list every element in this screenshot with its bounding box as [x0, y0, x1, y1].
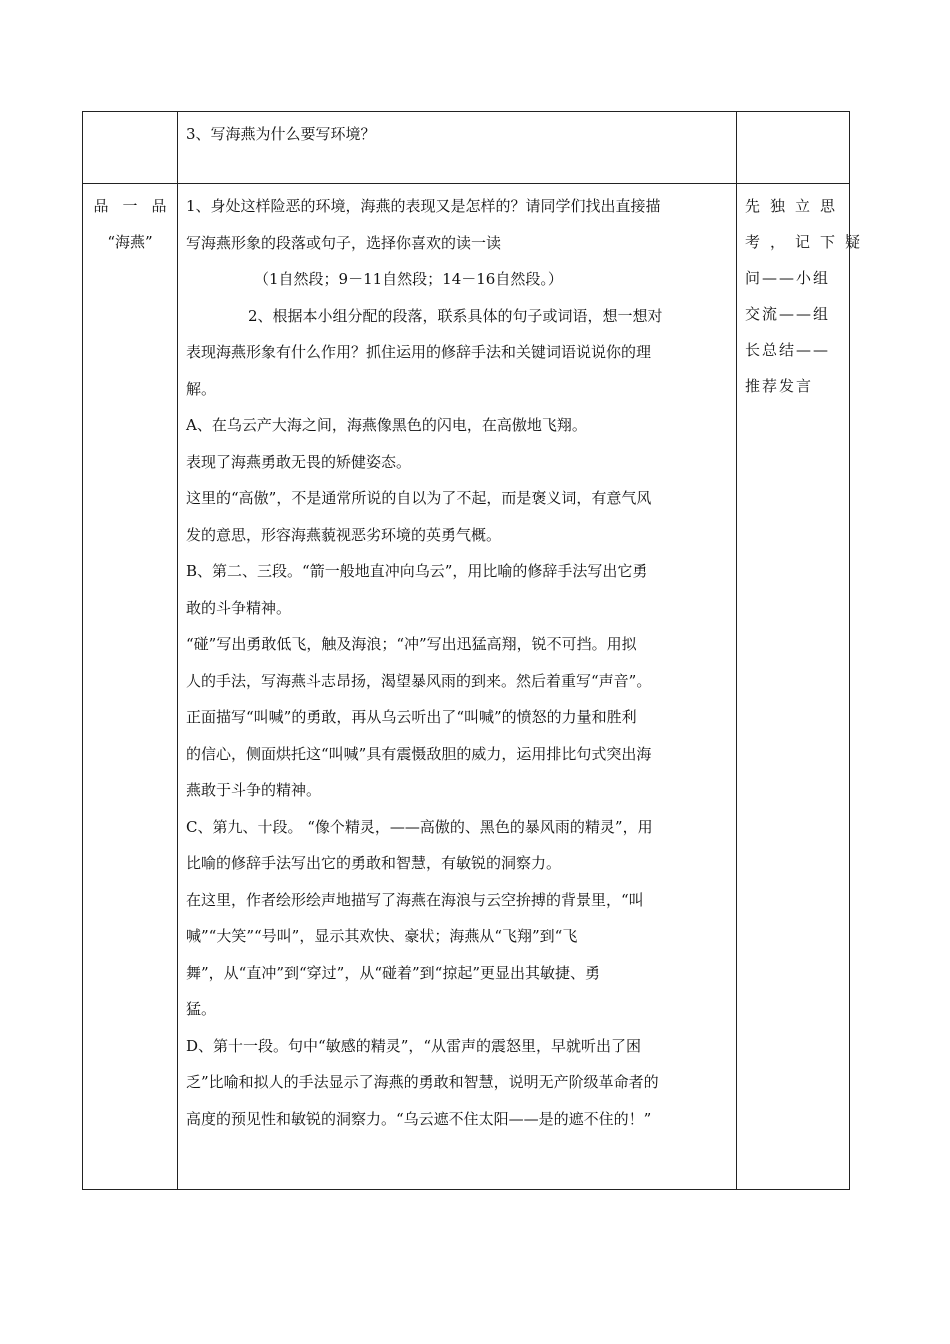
method-cell	[737, 184, 871, 1190]
stage-title: 品一品	[93, 197, 181, 215]
content-line: 的信心，侧面烘托这“叫喊”具有震慑敌胆的威力，运用排比句式突出海	[186, 744, 652, 763]
content-line: C、第九、十段。 “像个精灵，——高傲的、黑色的暴风雨的精灵”，用	[186, 817, 653, 836]
content-line: 燕敢于斗争的精神。	[186, 781, 322, 799]
method-line: 交流——组	[745, 305, 831, 323]
content-line: 喊”“大笑”“号叫”，显示其欢快、豪状；海燕从“飞翔”到“飞	[186, 927, 578, 945]
content-line: 人的手法，写海燕斗志昂扬，渴望暴风雨的到来。然后着重写“声音”。	[186, 671, 652, 690]
content-line: 猛。	[186, 1000, 217, 1018]
content-line: 解。	[186, 379, 217, 398]
content-line: 敢的斗争精神。	[186, 598, 292, 617]
content-line: 舞”，从“直冲”到“穿过”，从“碰着”到“掠起”更显出其敏捷、勇	[186, 963, 601, 982]
content-line: 高度的预见性和敏锐的洞察力。“乌云遮不住太阳——是的遮不住的！”	[186, 1109, 652, 1128]
content-line: 表现了海燕勇敢无畏的矫健姿态。	[186, 452, 412, 471]
stage-title	[83, 112, 177, 116]
method-line: 问——小组	[745, 269, 831, 287]
content-line: 3、写海燕为什么要写环境？	[186, 125, 376, 143]
content-line: D、第十一段。句中“敏感的精灵”，“从雷声的震怒里，早就听出了困	[186, 1036, 642, 1055]
content-line: 比喻的修辞手法写出它的勇敢和智慧，有敏锐的洞察力。	[186, 854, 562, 872]
method-line: 考，记下疑	[745, 233, 871, 251]
content-line: 乏”比喻和拟人的手法显示了海燕的勇敢和智慧，说明无产阶级革命者的	[186, 1073, 659, 1091]
content-line: 表现海燕形象有什么作用？抓住运用的修辞手法和关键词语说说你的理	[186, 343, 652, 361]
content-line: （1自然段；9－11自然段；14－16自然段。）	[254, 270, 563, 288]
content-line: 发的意思，形容海燕藐视恶劣环境的英勇气概。	[186, 525, 502, 544]
content-line: 1、身处这样险恶的环境，海燕的表现又是怎样的？请同学们找出直接描	[186, 197, 661, 215]
content-line: B、第二、三段。“箭一般地直冲向乌云”，用比喻的修辞手法写出它勇	[186, 562, 648, 580]
stage-title-cell	[83, 184, 181, 1190]
table-row	[83, 184, 850, 1190]
content-line: 正面描写“叫喊”的勇敢，再从乌云听出了“叫喊”的愤怒的力量和胜利	[186, 708, 637, 726]
method-line: 长总结——	[745, 341, 831, 359]
content-line: A、在乌云产大海之间，海燕像黑色的闪电，在高傲地飞翔。	[186, 416, 587, 434]
content-cell	[178, 112, 737, 184]
method-line: 先独立思	[745, 197, 846, 215]
content-line: 写海燕形象的段落或句子，选择你喜欢的读一读	[186, 233, 502, 252]
content-cell	[178, 184, 737, 1190]
method-line: 推荐发言	[745, 377, 814, 395]
content-line: “碰”写出勇敢低飞，触及海浪；“冲”写出迅猛高翔，锐不可挡。用拟	[186, 635, 637, 653]
lesson-plan-table	[82, 111, 871, 1190]
stage-title-cell	[83, 112, 178, 184]
content-line: 2、根据本小组分配的段落，联系具体的句子或词语，想一想对	[248, 306, 663, 325]
table-row	[83, 112, 850, 184]
content-line: 这里的“高傲”，不是通常所说的自以为了不起，而是褒义词，有意气风	[186, 489, 652, 507]
content-line: 在这里，作者绘形绘声地描写了海燕在海浪与云空拚搏的背景里，“叫	[186, 890, 644, 909]
method-text	[737, 112, 849, 116]
method-cell	[737, 112, 850, 184]
stage-subtitle: “海燕”	[107, 233, 153, 251]
